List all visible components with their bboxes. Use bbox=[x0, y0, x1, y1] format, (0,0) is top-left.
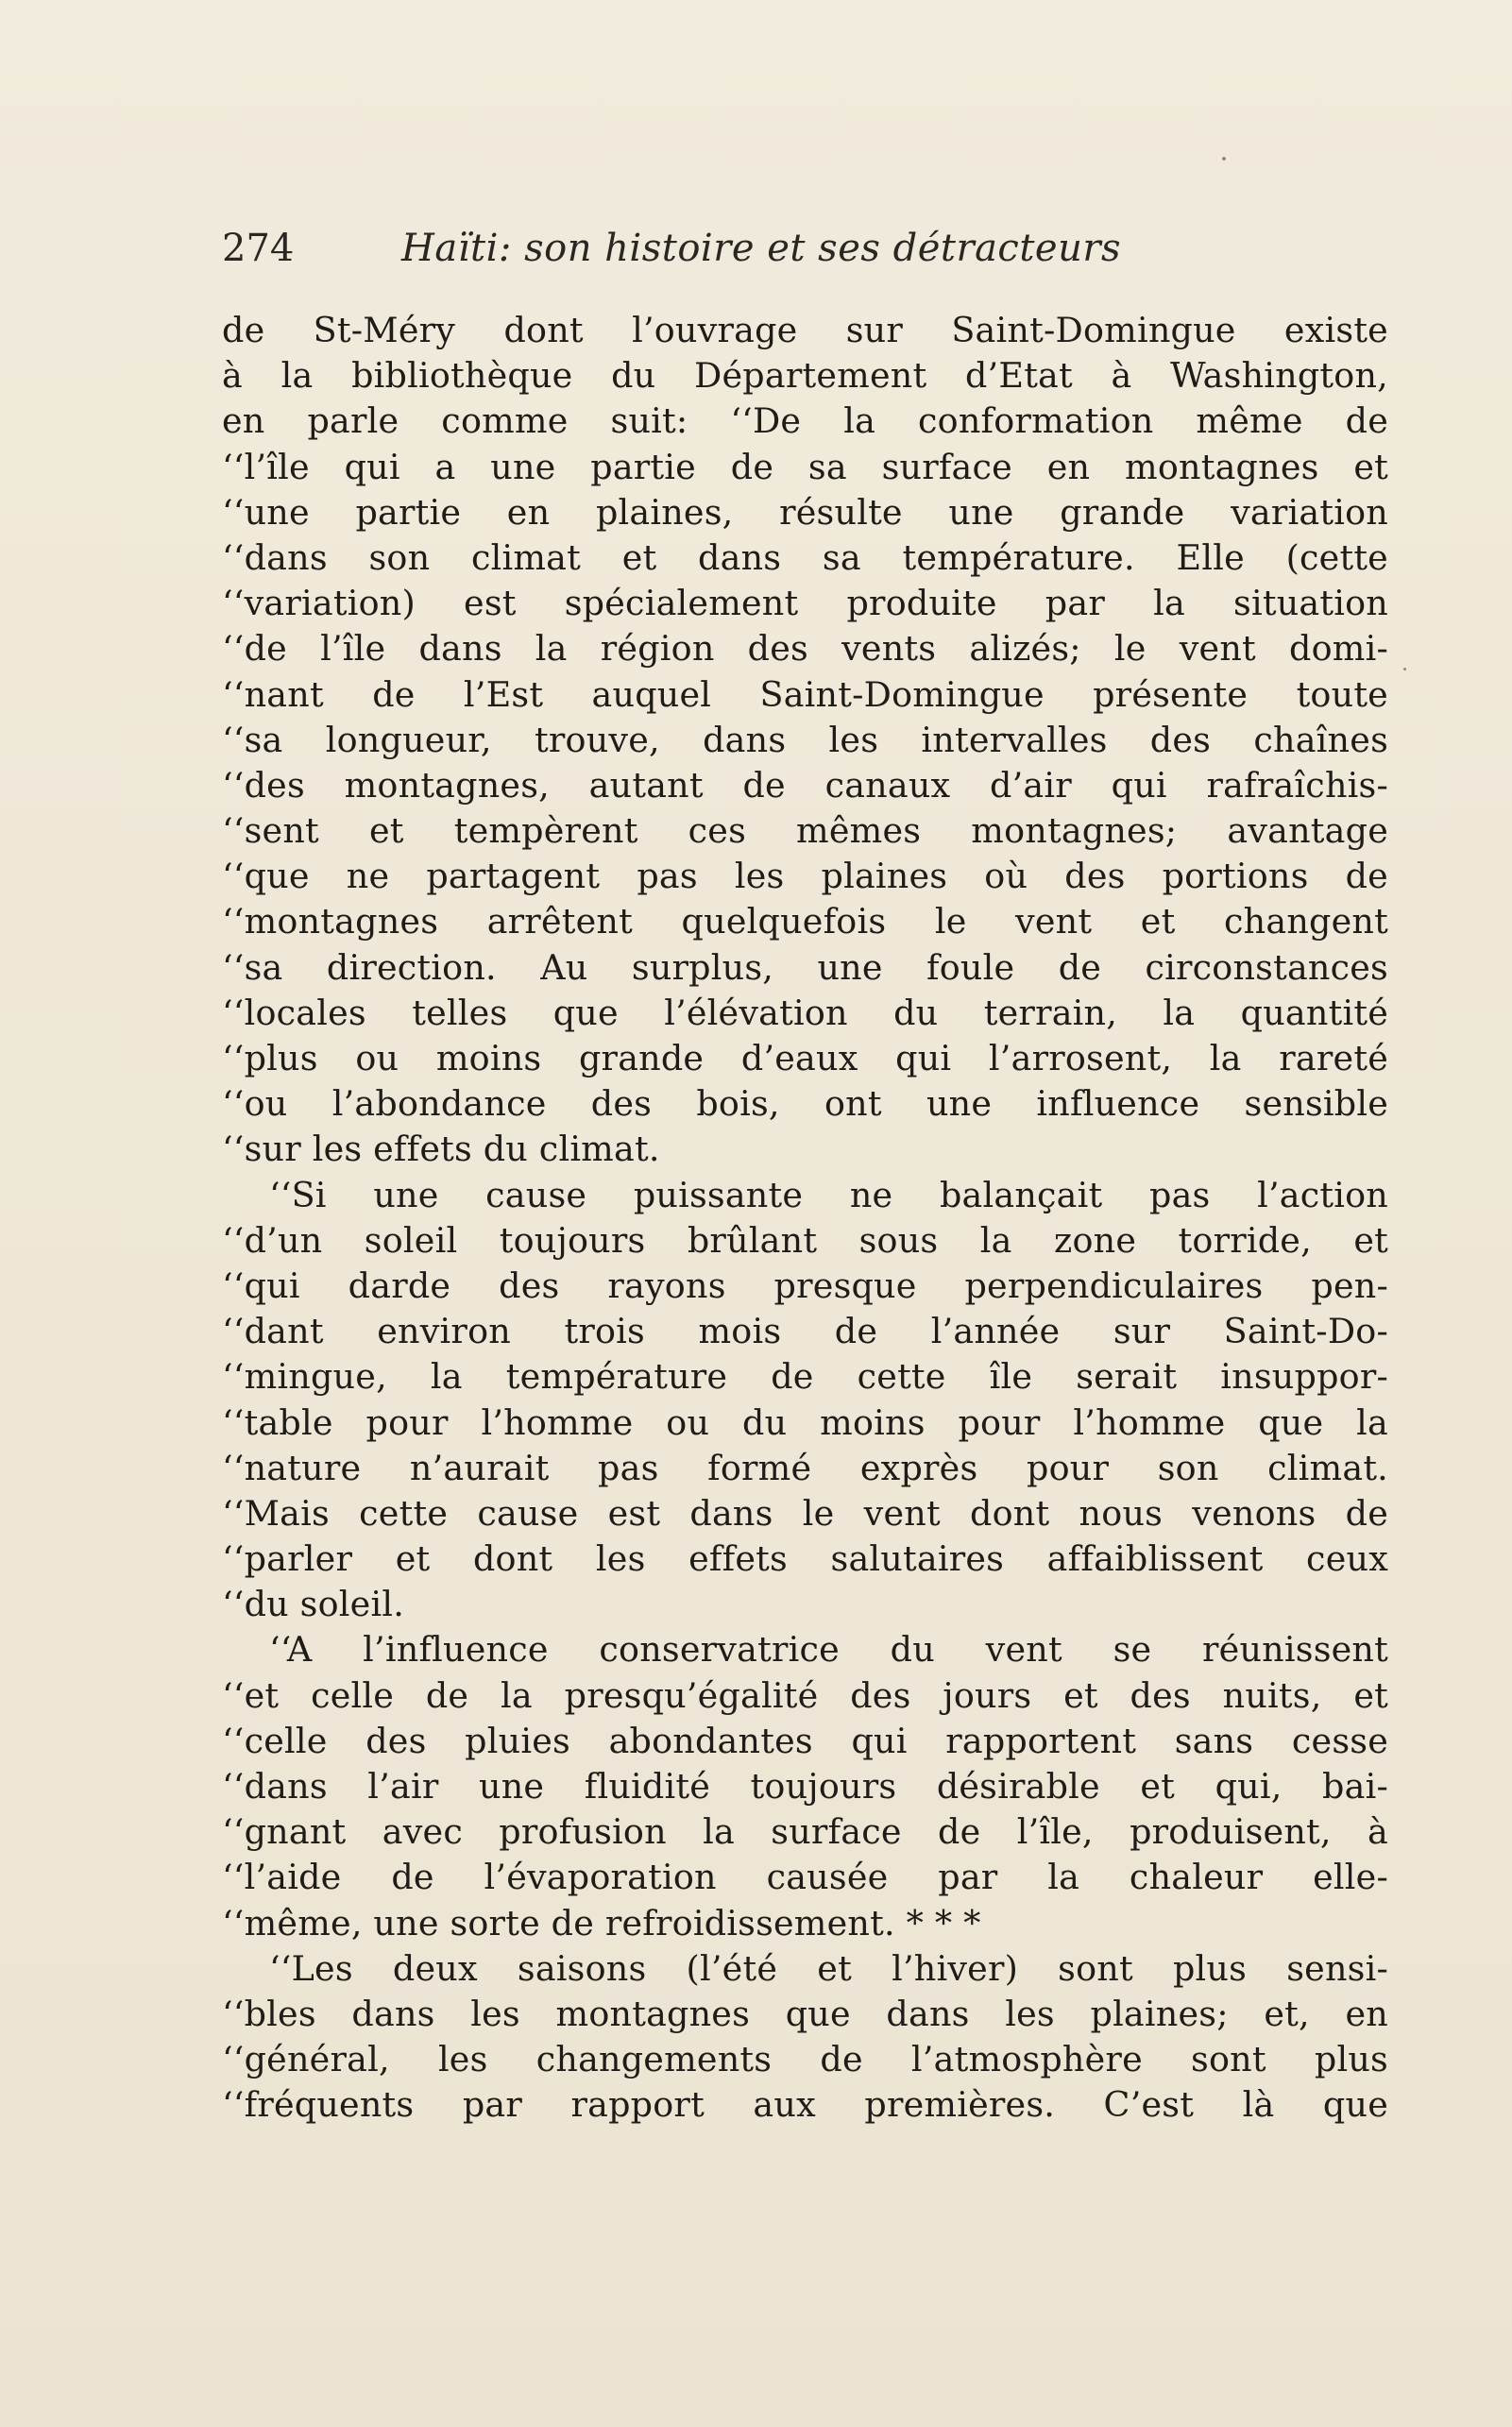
text-line: ‘‘que ne partagent pas les plaines où des portions de bbox=[222, 856, 1388, 897]
text-line: ‘‘sa longueur, trouve, dans les intervalles des chaînes bbox=[222, 719, 1388, 760]
text-line: ‘‘Mais cette cause est dans le vent dont nous venons de bbox=[222, 1492, 1388, 1534]
text-line: ‘‘parler et dont les effets salutaires affaiblissent ceux bbox=[222, 1538, 1388, 1580]
text-line: ‘‘général, les changements de l’atmosphère sont plus bbox=[222, 2039, 1388, 2080]
text-line: ‘‘bles dans les montagnes que dans les plaines; et, en bbox=[222, 1993, 1388, 2034]
text-line: ‘‘qui darde des rayons presque perpendiculaires pen- bbox=[222, 1264, 1388, 1306]
text-line: ‘‘l’île qui a une partie de sa surface en montagnes et bbox=[222, 446, 1388, 487]
text-line: ‘‘Les deux saisons (l’été et l’hiver) sont plus sensi- bbox=[269, 1947, 1388, 1989]
text-line: ‘‘d’un soleil toujours brûlant sous la zone torride, et bbox=[222, 1219, 1388, 1261]
text-line: ‘‘A l’influence conservatrice du vent se réunissent bbox=[269, 1629, 1388, 1671]
text-line: ‘‘des montagnes, autant de canaux d’air qui rafraîchis- bbox=[222, 764, 1388, 806]
text-line: ‘‘une partie en plaines, résulte une grande variation bbox=[222, 491, 1388, 533]
text-line: ‘‘gnant avec profusion la surface de l’île, produisent, à bbox=[222, 1811, 1388, 1853]
text-line: en parle comme suit: ‘‘De la conformation même de bbox=[222, 400, 1388, 442]
text-line: ‘‘sur les effets du climat. bbox=[222, 1129, 660, 1170]
text-line: à la bibliothèque du Département d’Etat à Washington, bbox=[222, 355, 1388, 397]
text-line: ‘‘l’aide de l’évaporation causée par la chaleur elle- bbox=[222, 1857, 1388, 1898]
text-line: ‘‘ou l’abondance des bois, ont une influence sensible bbox=[222, 1083, 1388, 1125]
text-line: ‘‘celle des pluies abondantes qui rapportent sans cesse bbox=[222, 1720, 1388, 1761]
text-line: ‘‘dans l’air une fluidité toujours désirable et qui, bai- bbox=[222, 1766, 1388, 1807]
text-line: ‘‘et celle de la presqu’égalité des jours et des nuits, et bbox=[222, 1674, 1388, 1716]
page-header bbox=[222, 225, 1209, 272]
text-line: ‘‘sent et tempèrent ces mêmes montagnes; avantage bbox=[222, 810, 1388, 852]
text-line: ‘‘plus ou moins grande d’eaux qui l’arrosent, la rareté bbox=[222, 1038, 1388, 1078]
text-line: ‘‘nant de l’Est auquel Saint-Domingue présente toute bbox=[222, 673, 1388, 715]
text-line: ‘‘variation) est spécialement produite par la situation bbox=[222, 583, 1388, 624]
text-line: ‘‘dans son climat et dans sa température. Elle (cette bbox=[222, 536, 1388, 578]
text-line: de St-Méry dont l’ouvrage sur Saint-Domingue existe bbox=[222, 310, 1388, 350]
text-line: ‘‘du soleil. bbox=[222, 1584, 405, 1625]
text-line: ‘‘Si une cause puissante ne balançait pas l’action bbox=[269, 1174, 1388, 1215]
text-line: ‘‘dant environ trois mois de l’année sur Saint-Do- bbox=[222, 1311, 1388, 1352]
text-line: ‘‘montagnes arrêtent quelquefois le vent et changent bbox=[222, 901, 1388, 942]
text-line: ‘‘mingue, la température de cette île serait insuppor- bbox=[222, 1356, 1388, 1398]
body-text bbox=[222, 308, 1388, 2129]
text-line: ‘‘sa direction. Au surplus, une foule de circonstances bbox=[222, 946, 1388, 988]
text-line: ‘‘locales telles que l’élévation du terrain, la quantité bbox=[222, 992, 1388, 1033]
page-number: 274 bbox=[222, 227, 295, 270]
paper-speck bbox=[1222, 157, 1226, 161]
running-title: Haïti: son histoire et ses détracteurs bbox=[401, 227, 1121, 270]
paper-speck bbox=[1403, 668, 1406, 670]
text-line: ‘‘table pour l’homme ou du moins pour l’homme que la bbox=[222, 1401, 1388, 1443]
text-line: ‘‘fréquents par rapport aux premières. C’est là que bbox=[222, 2084, 1388, 2126]
text-line: ‘‘nature n’aurait pas formé exprès pour son climat. bbox=[222, 1447, 1388, 1488]
text-line: ‘‘de l’île dans la région des vents alizés; le vent domi- bbox=[222, 628, 1388, 670]
text-line: ‘‘même, une sorte de refroidissement. * * * bbox=[222, 1902, 981, 1943]
